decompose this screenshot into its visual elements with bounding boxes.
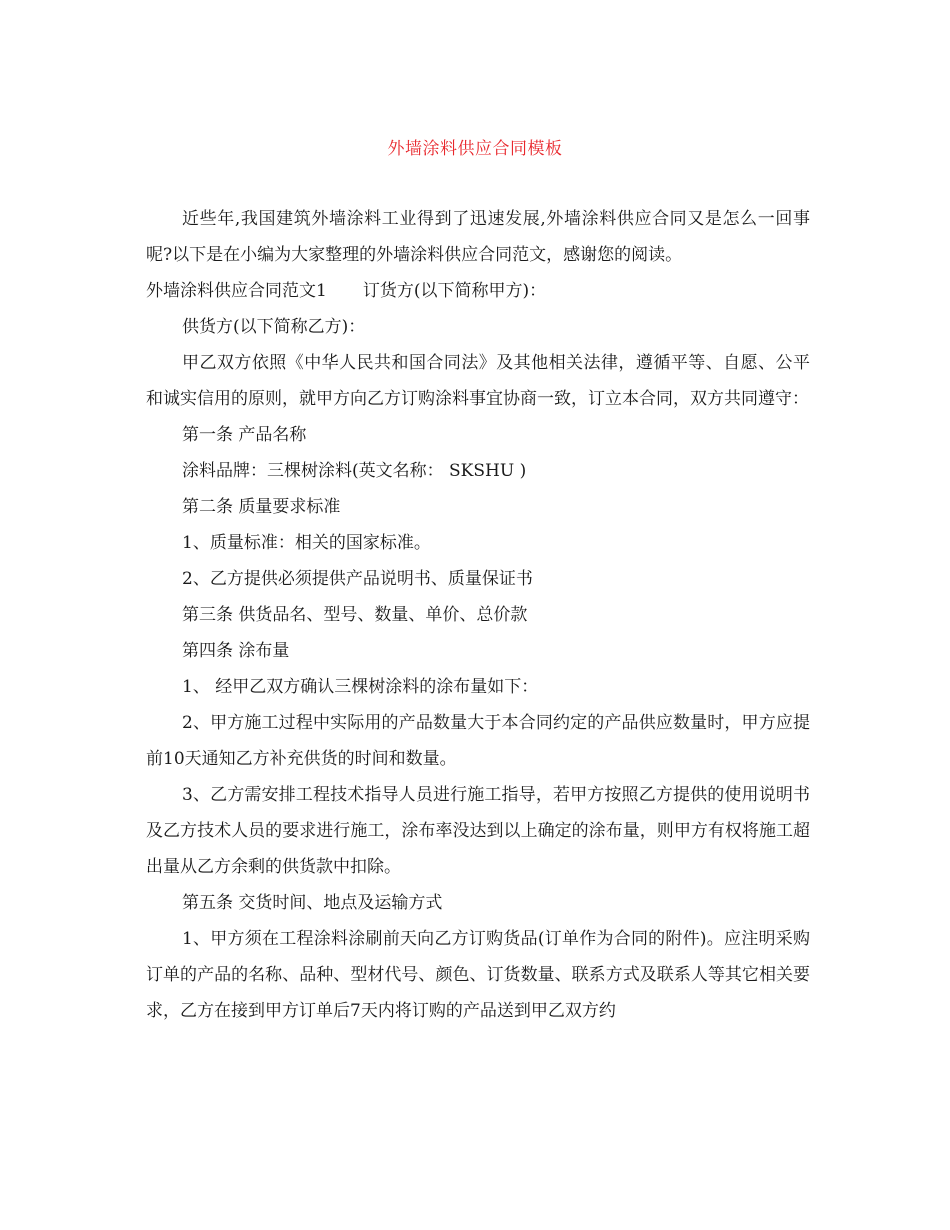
paragraph-seller: 供货方(以下简称乙方)：	[182, 317, 366, 337]
article-5-heading: 第五条 交货时间、地点及运输方式	[182, 893, 443, 913]
paragraph-delivery-1: 1、甲方须在工程涂料涂刷前天向乙方订购货品(订单作为合同的附件)。应注明采购订单的产品的名称、品种、型材代号、颜色、订货数量、联系方式及联系人等其它相关要求，乙方在接到甲方订单后7天内将订购的产品送到甲乙双方约	[146, 929, 810, 1021]
paragraph-intro: 近些年,我国建筑外墙涂料工业得到了迅速发展,外墙涂料供应合同又是怎么一回事呢?以下是在小编为大家整理的外墙涂料供应合同范文，感谢您的阅读。	[146, 209, 810, 265]
article-4-heading: 第四条 涂布量	[182, 641, 290, 661]
document-title: 外墙涂料供应合同模板	[387, 139, 563, 159]
paragraph-preamble: 甲乙双方依照《中华人民共和国合同法》及其他相关法律，遵循平等、自愿、公平和诚实信用的原则，就甲方向乙方订购涂料事宜协商一致，订立本合同，双方共同遵守：	[146, 353, 810, 409]
sample-heading: 外墙涂料供应合同范文1	[146, 281, 327, 301]
paragraph-coverage-1: 1、 经甲乙双方确认三棵树涂料的涂布量如下：	[182, 677, 539, 697]
paragraph-coverage-2: 2、甲方施工过程中实际用的产品数量大于本合同约定的产品供应数量时，甲方应提前10天通知乙方补充供货的时间和数量。	[146, 713, 810, 769]
paragraph-quality-1: 1、质量标准：相关的国家标准。	[182, 533, 431, 553]
paragraph-coverage-3: 3、乙方需安排工程技术指导人员进行施工指导，若甲方按照乙方提供的使用说明书及乙方技术人员的要求进行施工，涂布率没达到以上确定的涂布量，则甲方有权将施工超出量从乙方余剩的供货款中扣除。	[146, 785, 810, 877]
article-3-heading: 第三条 供货品名、型号、数量、单价、总价款	[182, 605, 528, 625]
document-body	[146, 201, 810, 1029]
article-1-heading: 第一条 产品名称	[182, 425, 307, 445]
buyer-line: 订货方(以下简称甲方)：	[362, 281, 547, 301]
paragraph-brand: 涂料品牌：三棵树涂料(英文名称： SKSHU )	[182, 461, 527, 481]
paragraph-sample-heading	[146, 273, 810, 309]
article-2-heading: 第二条 质量要求标准	[182, 497, 341, 517]
paragraph-quality-2: 2、乙方提供必须提供产品说明书、质量保证书	[182, 569, 533, 589]
